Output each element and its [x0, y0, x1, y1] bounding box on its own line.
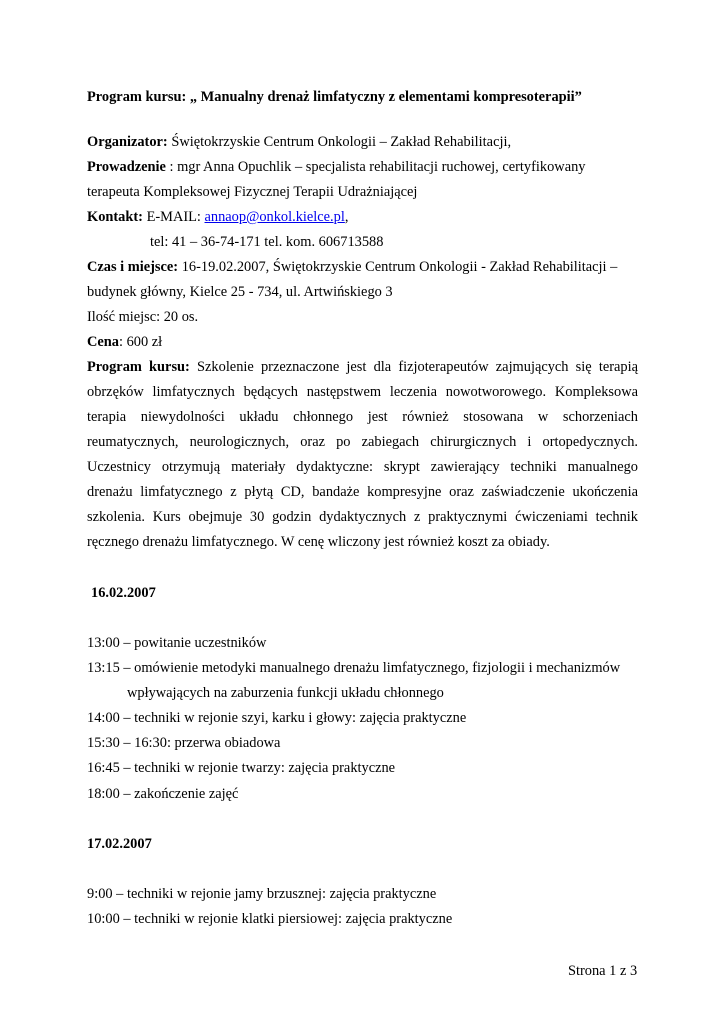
price-value: : 600 zł — [118, 334, 163, 350]
document-title — [87, 88, 582, 106]
page-number: Strona 1 z 3 — [568, 963, 638, 979]
price-label: Cena — [87, 334, 119, 350]
time-place-line-cont: budynek główny, Kielce 25 - 734, ul. Artwińskiego 3 — [87, 284, 393, 300]
contact-tel: tel: 41 – 36-74-171 tel. kom. 606713588 — [150, 234, 384, 250]
schedule-item: 10:00 – techniki w rejonie klatki piersiowej: zajęcia praktyczne — [87, 911, 453, 927]
program-line: terapia niewydolności układu chłonnego jest również stosowana w schorzeniach — [87, 409, 638, 425]
day1-date — [91, 584, 156, 602]
email-label: E-MAIL: — [142, 209, 205, 225]
program-line: obrzęków limfatycznych będących następstwem leczenia nowotworowego. Kompleksowa — [87, 384, 638, 400]
organizer-value: Świętokrzyskie Centrum Onkologii – Zakład Rehabilitacji, — [167, 134, 512, 150]
day2-date — [87, 835, 152, 853]
organizer-line — [87, 133, 511, 151]
day2-date-text: 17.02.2007 — [87, 836, 152, 852]
program-line: Uczestnicy otrzymują materiały dydaktyczne: skrypt zawierający techniki manualnego — [87, 459, 638, 475]
schedule-item: 15:30 – 16:30: przerwa obiadowa — [87, 735, 281, 751]
schedule-item: 9:00 – techniki w rejonie jamy brzusznej: zajęcia praktyczne — [87, 886, 437, 902]
program-line: drenażu limfatycznego z płytą CD, bandaże kompresyjne oraz zaświadczenie ukończenia — [87, 484, 638, 500]
schedule-item: 13:00 – powitanie uczestników — [87, 635, 267, 651]
day1-date-text: 16.02.2007 — [91, 585, 156, 601]
time-place-value: 16-19.02.2007, Świętokrzyskie Centrum Onkologii - Zakład Rehabilitacji – — [178, 259, 618, 275]
email-suffix: , — [344, 209, 349, 225]
contact-label: Kontakt: — [87, 209, 143, 225]
program-text: Szkolenie przeznaczone jest dla fizjoterapeutów zajmujących się terapią — [197, 359, 638, 375]
schedule-item: 13:15 – omówienie metodyki manualnego drenażu limfatycznego, fizjologii i mechanizmów — [87, 660, 621, 676]
lecturer-label: Prowadzenie — [87, 159, 166, 175]
time-place-line — [87, 258, 617, 276]
organizer-label: Organizator: — [87, 134, 168, 150]
schedule-item: 14:00 – techniki w rejonie szyi, karku i głowy: zajęcia praktyczne — [87, 710, 467, 726]
schedule-item-cont: wpływających na zaburzenia funkcji układu chłonnego — [127, 685, 444, 701]
lecturer-line — [87, 158, 585, 176]
program-line — [87, 358, 638, 376]
title-label: Program kursu: — [87, 89, 190, 105]
program-line: ręcznego drenażu limfatycznego. W cenę wliczony jest również koszt za obiady. — [87, 534, 550, 550]
seats-line: Ilość miejsc: 20 os. — [87, 309, 199, 325]
email-link[interactable]: annaop@onkol.kielce.pl — [204, 209, 345, 225]
lecturer-line-cont: terapeuta Kompleksowej Fizycznej Terapii Udrażniającej — [87, 184, 418, 200]
lecturer-value: : mgr Anna Opuchlik – specjalista rehabilitacji ruchowej, certyfikowany — [165, 159, 586, 175]
schedule-item: 16:45 – techniki w rejonie twarzy: zajęcia praktyczne — [87, 760, 396, 776]
price-line — [87, 333, 162, 351]
program-line: szkolenia. Kurs obejmuje 30 godzin dydaktycznych z praktycznymi ćwiczeniami technik — [87, 509, 638, 525]
title-text: „ Manualny drenaż limfatyczny z elementami kompresoterapii” — [189, 89, 582, 105]
time-place-label: Czas i miejsce: — [87, 259, 179, 275]
program-label: Program kursu: — [87, 359, 190, 375]
program-line: reumatycznych, neurologicznych, oraz po zabiegach chirurgicznych i ortopedycznych. — [87, 434, 638, 450]
schedule-item: 18:00 – zakończenie zajęć — [87, 786, 239, 802]
contact-line — [87, 208, 348, 226]
